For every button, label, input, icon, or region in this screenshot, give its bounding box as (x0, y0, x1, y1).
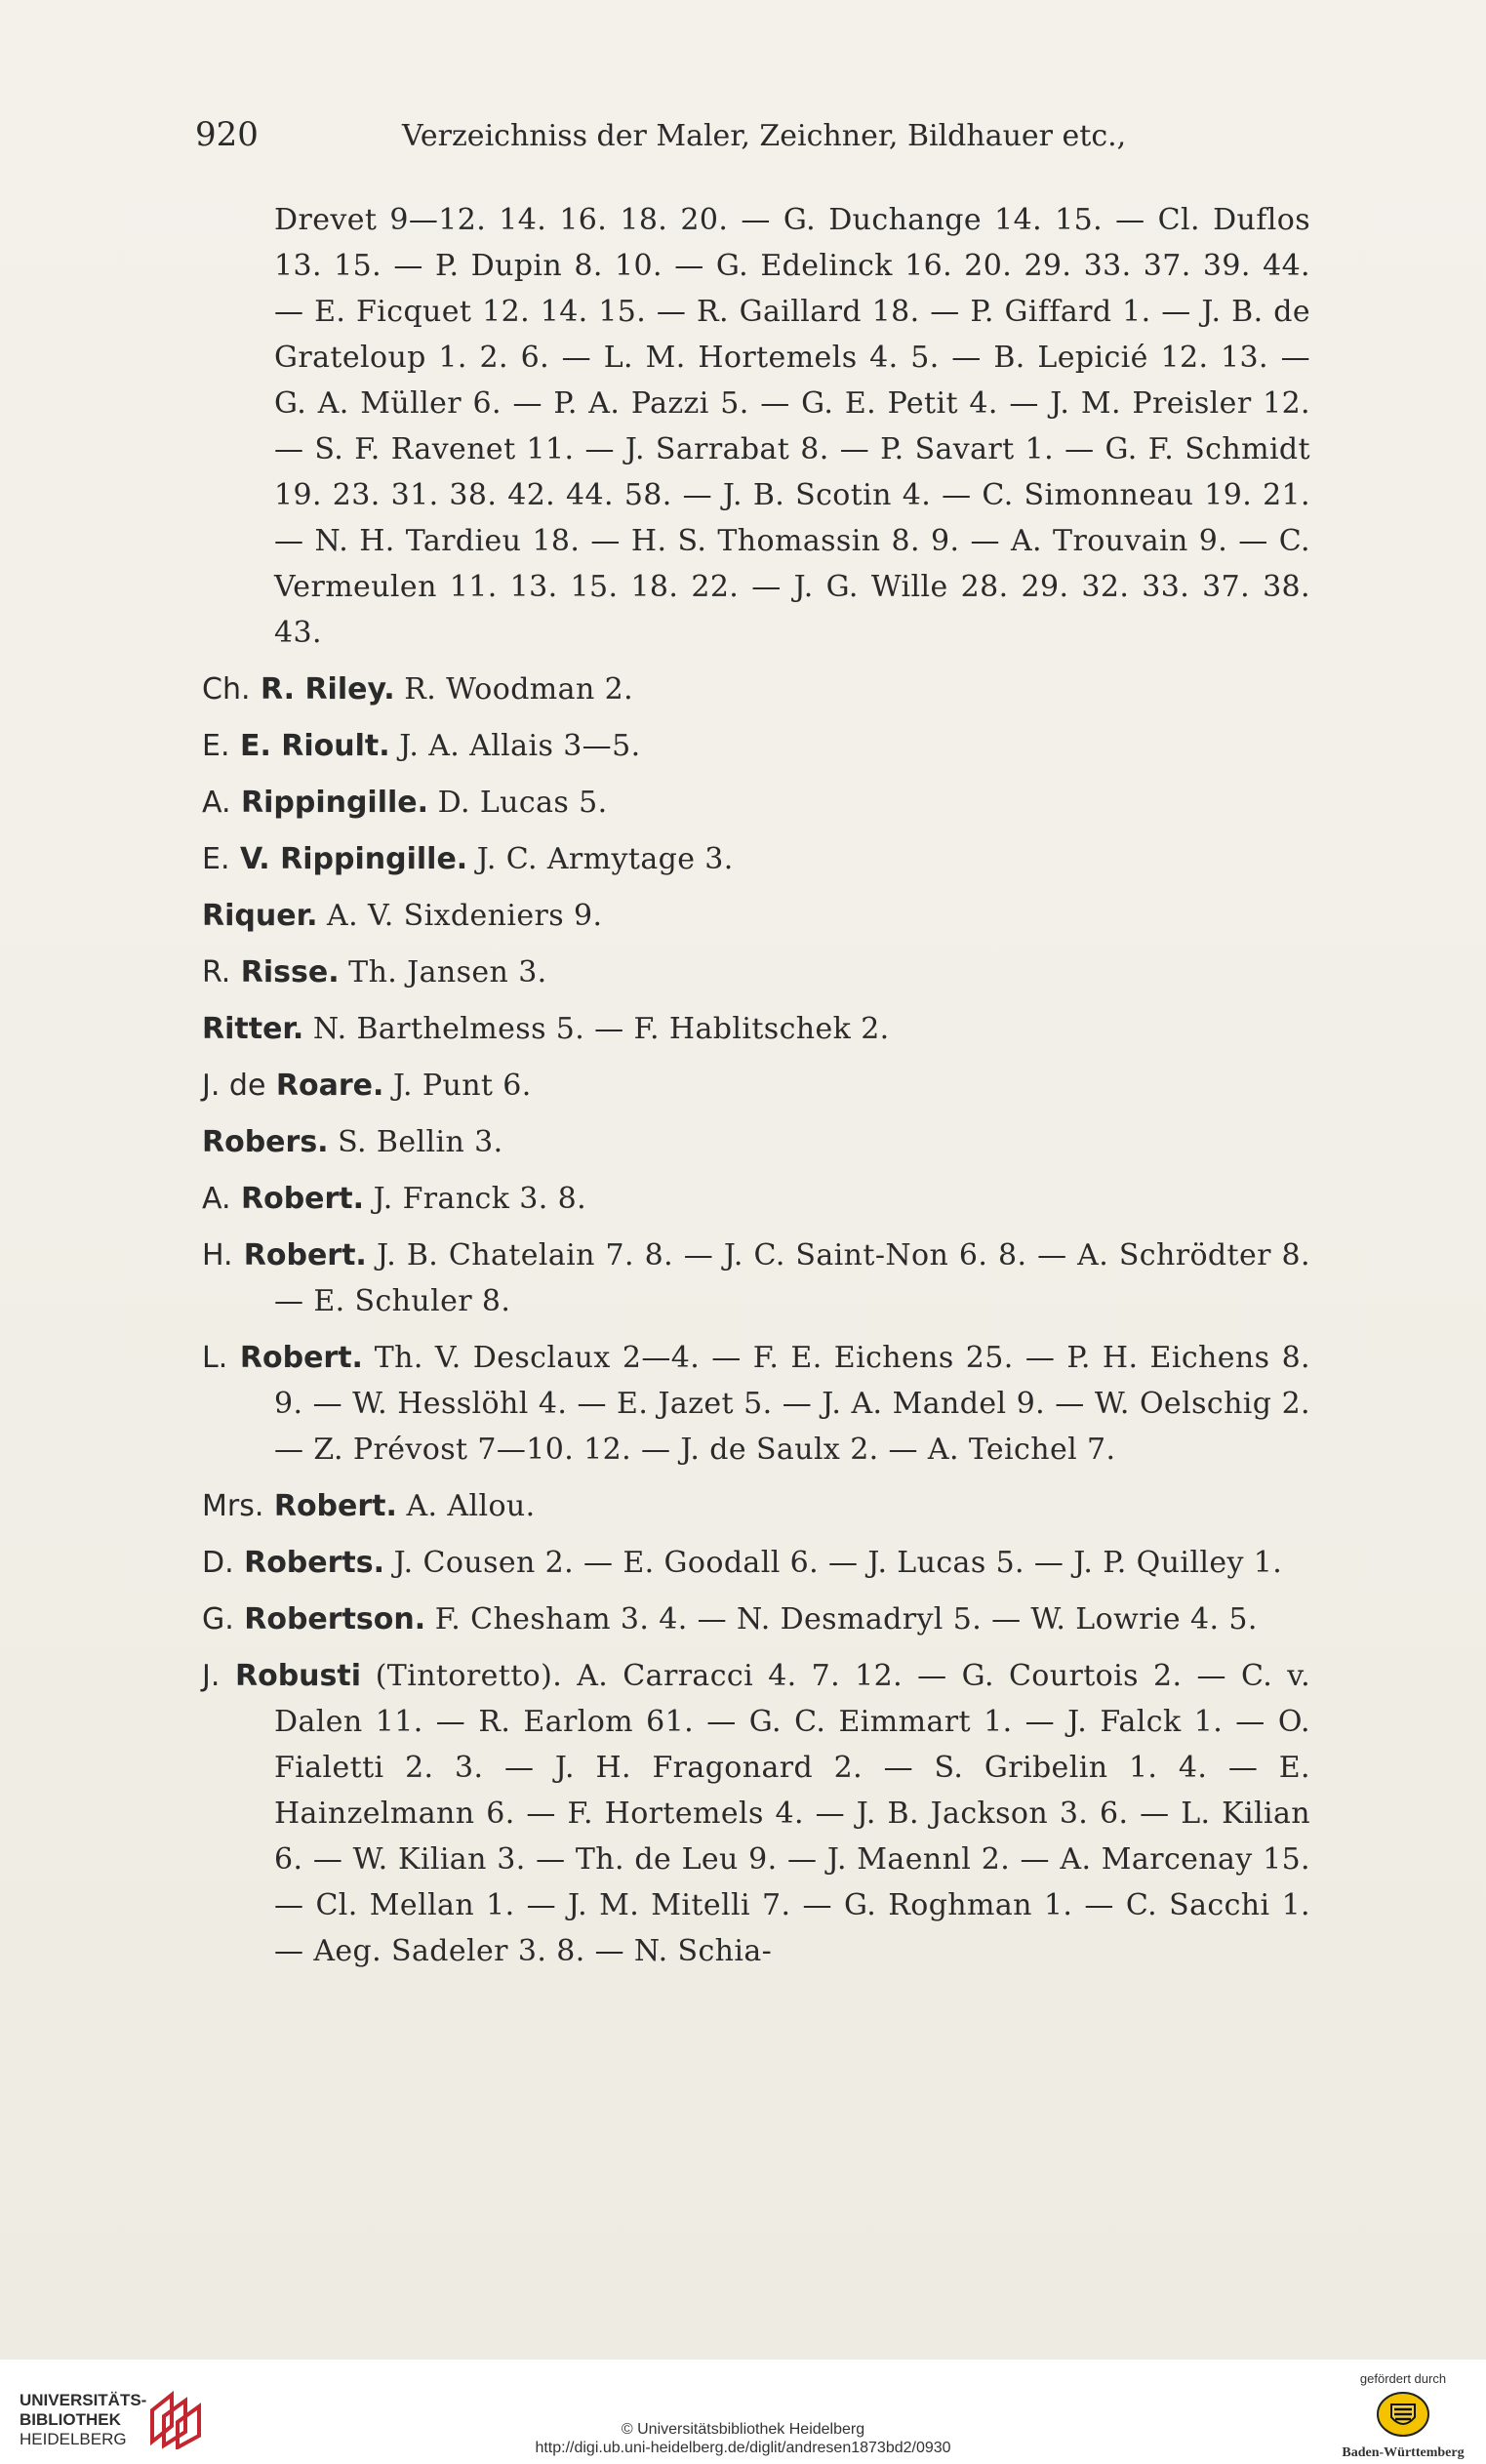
entry-artist (202, 1341, 363, 1375)
entry-name: Ritter. (202, 1012, 304, 1046)
index-entry (202, 1540, 1310, 1586)
entry-engravers: Th. V. Desclaux 2—4. — F. E. Eichens 25. — P. H. Eichens 8. 9. — W. Hesslöhl 4. — E. Jazet 5. — J. A. Mandel 9. — W. Oelschig 2. — Z. Prévost 7—10. 12. — J. de Saulx 2. — A. Teichel 7. (274, 1341, 1310, 1467)
entry-initial: L. (202, 1341, 228, 1375)
index-entry (202, 666, 1310, 712)
entry-initial: R. (202, 955, 231, 990)
entry-artist (202, 1012, 303, 1046)
index-entry (202, 893, 1310, 939)
copyright-block (0, 2420, 1486, 2457)
funder-block (1340, 2371, 1466, 2461)
index-entry (202, 1176, 1310, 1222)
library-name-line1: UNIVERSITÄTS- (20, 2391, 147, 2409)
entry-artist (202, 1182, 364, 1216)
baden-wuerttemberg-coat-of-arms-icon (1374, 2390, 1432, 2439)
index-entry (202, 1596, 1310, 1642)
index-entry (202, 949, 1310, 995)
page-number: 920 (195, 115, 259, 154)
entry-engravers: N. Barthelmess 5. — F. Hablitschek 2. (312, 1012, 890, 1046)
entry-name: Rippingille. (240, 786, 429, 820)
entry-name: Robert. (240, 1182, 365, 1216)
entry-artist (202, 1489, 397, 1523)
funded-by-label: gefördert durch (1359, 2371, 1447, 2386)
entry-name: V. Rippingille. (239, 842, 468, 876)
continuation-text: Drevet 9—12. 14. 16. 18. 20. — G. Duchange 14. 15. — Cl. Duflos 13. 15. — P. Dupin 8. 10. — G. Edelinck 16. 20. 29. 33. 37. 39. 44. — E. Ficquet 12. 14. 15. — R. Gaillard 18. — P. Giffard 1. — J. B. de Grateloup 1. 2. 6. — L. M. Hortemels 4. 5. — B. Lepicié 12. 13. — G. A. Müller 6. — P. A. Pazzi 5. — G. E. Petit 4. — J. M. Preisler 12. — S. F. Ravenet 11. — J. Sarrabat 8. — P. Savart 1. — G. F. Schmidt 19. 23. 31. 38. 42. 44. 58. — J. B. Scotin 4. — C. Simonneau 19. 21. — N. H. Tardieu 18. — H. S. Thomassin 8. 9. — A. Trouvain 9. — C. Vermeulen 11. 13. 15. 18. 22. — J. G. Wille 28. 29. 32. 33. 37. 38. 43. (274, 203, 1310, 650)
entry-initial: Ch. (202, 672, 251, 707)
entry-list (202, 666, 1310, 1974)
entry-name: Robers. (202, 1125, 329, 1159)
entry-name: Robertson. (244, 1602, 426, 1636)
entry-initial: A. (202, 1182, 231, 1216)
entry-name: R. Riley. (260, 672, 395, 707)
entry-artist (202, 729, 390, 763)
continuation-paragraph (202, 197, 1310, 656)
index-entry (202, 780, 1310, 826)
entry-initial: Mrs. (202, 1489, 264, 1523)
entry-initial: H. (202, 1238, 233, 1272)
index-entry (202, 836, 1310, 882)
entry-artist (202, 842, 467, 876)
index-entry (202, 1653, 1310, 1974)
library-name-line3: HEIDELBERG (20, 2430, 127, 2448)
entry-name: Roberts. (244, 1546, 385, 1580)
entry-engravers: J. Cousen 2. — E. Goodall 6. — J. Lucas 5. — J. P. Quilley 1. (393, 1546, 1283, 1580)
entry-initial: J. (202, 1659, 221, 1693)
entry-name: Riquer. (202, 899, 318, 933)
entry-engravers: J. Punt 6. (392, 1069, 532, 1103)
entry-name: E. Rioult. (239, 729, 390, 763)
entry-engravers: J. C. Armytage 3. (476, 842, 734, 876)
entry-name: Roare. (275, 1069, 384, 1103)
entry-initial: D. (202, 1546, 234, 1580)
entry-artist (202, 1659, 361, 1693)
entry-name: Robert. (239, 1341, 363, 1375)
entry-name: Robusti (234, 1659, 362, 1693)
viewer-footer (0, 2360, 1486, 2464)
index-entry (202, 1006, 1310, 1052)
index-entry (202, 1335, 1310, 1473)
page-header (195, 115, 1317, 164)
entry-engravers: F. Chesham 3. 4. — N. Desmadryl 5. — W. Lowrie 4. 5. (434, 1602, 1258, 1636)
entry-artist (202, 1546, 384, 1580)
entry-engravers: A. V. Sixdeniers 9. (327, 899, 603, 933)
entry-artist (202, 786, 428, 820)
index-entry (202, 1119, 1310, 1165)
entry-engravers: A. Allou. (406, 1489, 536, 1523)
index-entry (202, 1232, 1310, 1324)
entry-initial: J. de (202, 1069, 266, 1103)
entry-engravers: J. B. Chatelain 7. 8. — J. C. Saint-Non 6. 8. — A. Schrödter 8. — E. Schuler 8. (274, 1238, 1310, 1318)
entry-initial: E. (202, 842, 230, 876)
entry-artist (202, 1125, 329, 1159)
copyright-text: © Universitätsbibliothek Heidelberg (621, 2421, 865, 2438)
entry-name: Risse. (240, 955, 340, 990)
index-entry (202, 1483, 1310, 1529)
entry-engravers: J. A. Allais 3—5. (399, 729, 641, 763)
funder-name: Baden-Württemberg (1342, 2445, 1465, 2460)
entry-initial: G. (202, 1602, 234, 1636)
entry-engravers: J. Franck 3. 8. (373, 1182, 587, 1216)
entry-artist (202, 1602, 425, 1636)
index-content (202, 197, 1310, 1985)
entry-engravers: S. Bellin 3. (338, 1125, 503, 1159)
entry-artist (202, 1069, 383, 1103)
index-entry (202, 723, 1310, 769)
entry-name: Robert. (243, 1238, 367, 1272)
permalink-url[interactable]: http://digi.ub.uni-heidelberg.de/diglit/andresen1873bd2/0930 (535, 2440, 951, 2456)
entry-artist (202, 899, 317, 933)
running-title: Verzeichniss der Maler, Zeichner, Bildhauer etc., (402, 119, 1127, 153)
entry-artist (202, 955, 340, 990)
entry-initial: A. (202, 786, 231, 820)
entry-engravers: (Tintoretto). A. Carracci 4. 7. 12. — G. Courtois 2. — C. v. Dalen 11. — R. Earlom 61. — G. C. Eimmart 1. — J. Falck 1. — O. Fialetti 2. 3. — J. H. Fragonard 2. — S. Gribelin 1. 4. — E. Hainzelmann 6. — F. Hortemels 4. — J. B. Jackson 3. 6. — L. Kilian 6. — W. Kilian 3. — Th. de Leu 9. — J. Maennl 2. — A. Marcenay 15. — Cl. Mellan 1. — J. M. Mitelli 7. — G. Roghman 1. — C. Sacchi 1. — Aeg. Sadeler 3. 8. — N. Schia- (274, 1659, 1311, 1968)
entry-engravers: D. Lucas 5. (437, 786, 608, 820)
entry-initial: E. (202, 729, 230, 763)
entry-artist (202, 672, 395, 707)
library-name-line2: BIBLIOTHEK (20, 2410, 121, 2429)
index-entry (202, 1063, 1310, 1109)
entry-engravers: R. Woodman 2. (404, 672, 634, 707)
entry-engravers: Th. Jansen 3. (348, 955, 547, 990)
entry-name: Robert. (273, 1489, 397, 1523)
entry-artist (202, 1238, 367, 1272)
